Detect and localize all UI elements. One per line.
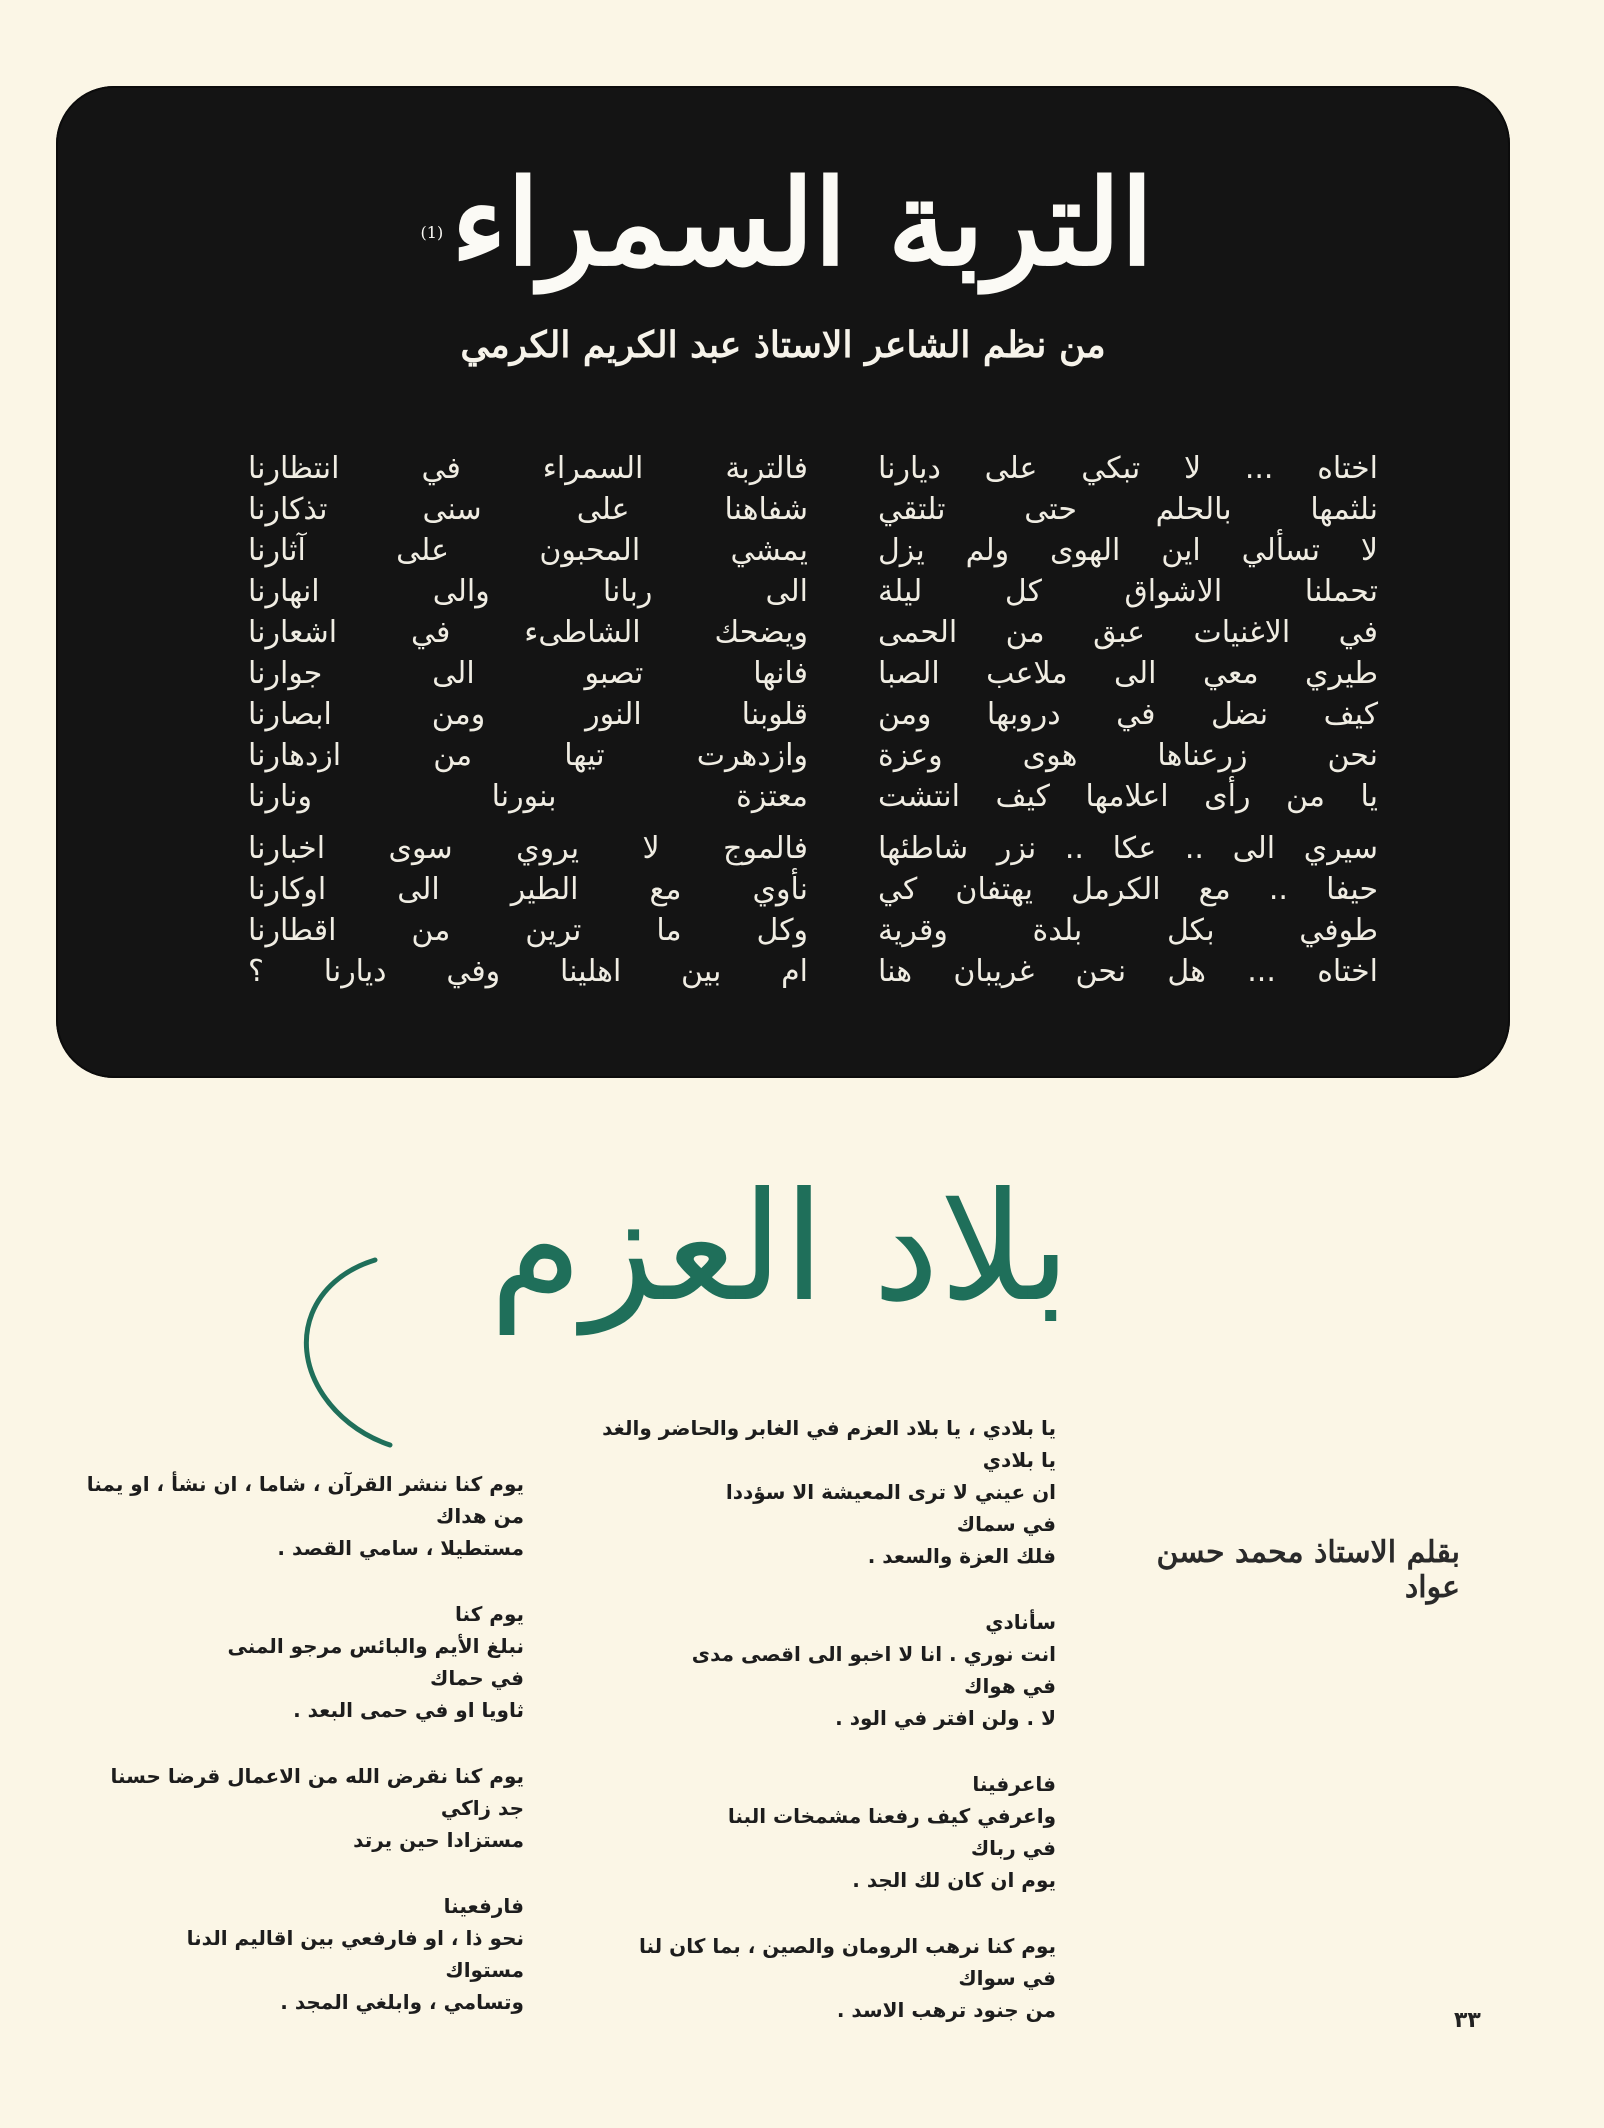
calligraphy-swash-icon xyxy=(280,1250,400,1450)
verse-line: ويضحك الشاطىء في اشعارنا xyxy=(248,615,808,650)
verse-line: نبلغ الأيم والبائس مرجو المنى xyxy=(227,1634,524,1658)
poem-column-right xyxy=(580,1412,1056,2060)
verse-line: وكل ما ترين من اقطارنا xyxy=(248,913,808,948)
verse-line: فالموج لا يروي سوى اخبارنا xyxy=(248,831,808,866)
page-number: ٣٣ xyxy=(1454,2008,1481,2033)
verse-line: يوم كنا نقرض الله من الاعمال قرضا حسنا xyxy=(110,1764,524,1788)
verse-line: ان عيني لا ترى المعيشة الا سؤددا xyxy=(725,1480,1056,1504)
verse-line: فلك العزة والسعد . xyxy=(867,1544,1056,1568)
verse-line: يا بلادي ، يا بلاد العزم في الغابر والحاضر والغد xyxy=(602,1416,1056,1440)
verse-line: تحملنا الاشواق كل ليلة xyxy=(878,574,1378,609)
verse-line: اختاه ... هل نحن غريبان هنا xyxy=(878,954,1378,989)
verse-line: جد زاكي xyxy=(440,1796,524,1820)
verse-line: مستزادا حين يرتد xyxy=(353,1828,524,1852)
verse-paragraph xyxy=(580,1930,1056,2026)
verse-line: انت نوري . انا لا اخبو الى اقصى مدى xyxy=(691,1642,1056,1666)
verse-line: لا تسألي اين الهوى ولم يزل xyxy=(878,533,1378,568)
verse-line: حيفا .. مع الكرمل يهتفان كي xyxy=(878,872,1378,907)
verse-line: يوم كنا ننشر القرآن ، شاما ، ان نشأ ، او يمنا xyxy=(86,1472,524,1496)
verse-line: نأوي مع الطير الى اوكارنا xyxy=(248,872,808,907)
verse-line: سأنادي xyxy=(985,1610,1056,1634)
verse-line: في هواك xyxy=(964,1674,1056,1698)
verse-paragraph xyxy=(580,1606,1056,1734)
verse-line: لا . ولن افتر في الود . xyxy=(835,1706,1056,1730)
verse-line: من جنود ترهب الاسد . xyxy=(836,1998,1056,2022)
title-footnote-mark: (1) xyxy=(420,223,444,243)
verse-paragraph xyxy=(24,1598,524,1726)
verse-line: في سماك xyxy=(956,1512,1056,1536)
stanza-left-1 xyxy=(248,448,808,817)
second-poem-author: بقلم الاستاذ محمد حسن عواد xyxy=(1156,1535,1460,1605)
verse-line: يا بلادي xyxy=(982,1448,1056,1472)
verse-line: في رباك xyxy=(970,1836,1056,1860)
verse-line: وازدهرت تيها من ازدهارنا xyxy=(248,738,808,773)
verse-line: يوم كنا نرهب الرومان والصين ، بما كان لنا xyxy=(639,1934,1056,1958)
verse-line: طوفي بكل بلدة وقرية xyxy=(878,913,1378,948)
verse-paragraph xyxy=(24,1760,524,1856)
verse-line: قلوبنا النور ومن ابصارنا xyxy=(248,697,808,732)
verse-line: يوم كنا xyxy=(455,1602,524,1626)
verse-line: الى ربانا والى انهارنا xyxy=(248,574,808,609)
verse-line: فالتربة السمراء في انتظارنا xyxy=(248,451,808,486)
verse-line: كيف نضل في دروبها ومن xyxy=(878,697,1378,732)
verse-line: نلثمها بالحلم حتى تلتقي xyxy=(878,492,1378,527)
verse-line: مستطيلا ، سامي القصد . xyxy=(277,1536,524,1560)
verse-paragraph xyxy=(24,1468,524,1564)
verse-line: يوم ان كان لك الجد . xyxy=(852,1868,1056,1892)
verse-line: نحن زرعناها هوى وعزة xyxy=(878,738,1378,773)
verse-paragraph xyxy=(24,1890,524,2018)
verse-line: في الاغنيات عبق من الحمى xyxy=(878,615,1378,650)
poem-byline: من نظم الشاعر الاستاذ عبد الكريم الكرمي xyxy=(460,324,1106,366)
verse-line: في سواك xyxy=(958,1966,1056,1990)
verse-line: فانها تصبو الى جوارنا xyxy=(248,656,808,691)
second-poem-title: بلاد العزم xyxy=(489,1161,1071,1335)
stanza-right-2 xyxy=(878,828,1378,992)
poem-panel xyxy=(56,86,1510,1078)
stanza-right-1 xyxy=(878,448,1378,817)
verse-line: يا من رأى اعلامها كيف انتشت xyxy=(878,779,1378,814)
verse-line: ثاويا او في حمى البعد . xyxy=(293,1698,524,1722)
poem-title xyxy=(56,146,1510,299)
verse-paragraph xyxy=(580,1412,1056,1572)
verse-line: يمشي المحبون على آثارنا xyxy=(248,533,808,568)
verse-paragraph xyxy=(580,1768,1056,1896)
verse-line: اختاه ... لا تبكي على ديارنا xyxy=(878,451,1378,486)
poem-column-left xyxy=(24,1468,524,2052)
verse-line: سيري الى .. عكا .. نزر شاطئها xyxy=(878,831,1378,866)
stanza-left-2 xyxy=(248,828,808,992)
verse-line: مستواك xyxy=(445,1958,524,1982)
verse-line: نحو ذا ، او فارفعي بين اقاليم الدنا xyxy=(186,1926,524,1950)
poem-title-text: التربة السمراء xyxy=(451,153,1154,292)
verse-line: من هداك xyxy=(436,1504,524,1528)
verse-line: واعرفي كيف رفعنا مشمخات البنا xyxy=(727,1804,1056,1828)
verse-line: شفاهنا على سنى تذكارنا xyxy=(248,492,808,527)
verse-line: فارفعينا xyxy=(443,1894,524,1918)
verse-line: فاعرفينا xyxy=(972,1772,1056,1796)
verse-line: وتسامي ، وابلغي المجد . xyxy=(280,1990,524,2014)
verse-line: في حماك xyxy=(430,1666,524,1690)
verse-line: معتزة بنورنا ونارنا xyxy=(248,779,808,814)
verse-line: ام بين اهلينا وفي ديارنا ؟ xyxy=(248,954,808,989)
verse-line: طيري معي الى ملاعب الصبا xyxy=(878,656,1378,691)
